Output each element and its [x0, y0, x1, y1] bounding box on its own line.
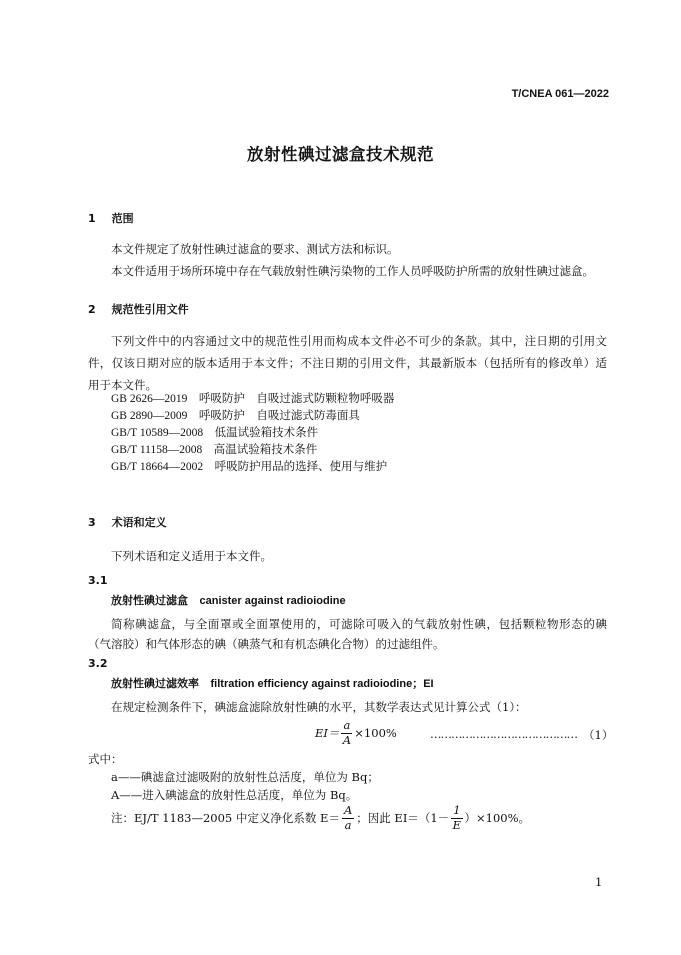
term-number: 3.2 — [88, 657, 108, 670]
formula — [315, 720, 397, 746]
section-number: 3 — [88, 516, 96, 529]
section-number: 2 — [88, 303, 96, 316]
formula-fraction — [341, 720, 352, 746]
note-denominator: a — [344, 817, 352, 832]
paragraph-line: 下列文件中的内容通过文中的规范性引用而构成本文件必不可少的条款。其中，注日期的引用文 — [111, 334, 607, 348]
formula-denominator: A — [342, 732, 352, 747]
formula-leader: …………………………………… — [430, 727, 577, 741]
formula-numerator: a — [343, 718, 351, 732]
note-prefix: 注：EJ/T 1183—2005 中定义净化系数 E＝ — [111, 811, 340, 825]
note-denominator-2: E — [452, 817, 462, 832]
paragraph: 本文件适用于场所环境中存在气载放射性碘污染物的工作人员呼吸防护所需的放射性碘过滤盒。 — [111, 264, 594, 278]
paragraph-line: 件，仅该日期对应的版本适用于本文件；不注日期的引用文件，其最新版本（包括所有的修改单）适 — [88, 356, 607, 370]
reference-item — [111, 390, 394, 406]
note-numerator-2: 1 — [453, 803, 461, 817]
note-fraction-2 — [451, 805, 462, 831]
term-definition-line: （气溶胶）和气体形态的碘（碘蒸气和有机态碘化合物）的过滤组件。 — [88, 637, 445, 651]
where-label: 式中： — [88, 752, 123, 766]
variable-definition: a——碘滤盒过滤吸附的放射性总活度，单位为 Bq； — [111, 770, 379, 784]
paragraph: 下列术语和定义适用于本文件。 — [111, 549, 272, 563]
variable-definition: A——进入碘滤盒的放射性总活度，单位为 Bq。 — [111, 788, 358, 802]
section-number: 1 — [88, 212, 96, 225]
note-fraction — [342, 805, 354, 831]
reference-code: GB 2890—2009 — [111, 410, 188, 422]
section-title: 范围 — [111, 212, 134, 225]
note-end: ）×100%。 — [464, 811, 531, 825]
reference-item — [111, 458, 387, 474]
reference-title: 高温试验箱技术条件 — [213, 442, 318, 456]
term-en: canister against radioiodine — [199, 595, 346, 607]
term-zh: 放射性碘过滤效率 — [111, 677, 199, 690]
reference-item — [111, 424, 318, 440]
note-middle: ；因此 EI＝（1－ — [356, 811, 450, 825]
section-2-heading — [88, 301, 189, 317]
reference-item — [111, 407, 360, 423]
section-1-heading — [88, 210, 134, 226]
standard-code: T/CNEA 061—2022 — [511, 88, 609, 100]
reference-title: 呼吸防护 自吸过滤式防毒面具 — [198, 408, 360, 422]
page-title: 放射性碘过滤盒技术规范 — [247, 145, 434, 164]
term-definition: 在规定检测条件下，碘滤盒滤除放射性碘的水平，其数学表达式见计算公式（1）： — [111, 700, 527, 714]
formula-tail: ×100% — [354, 726, 397, 740]
note — [111, 805, 530, 831]
section-3-heading — [88, 514, 167, 530]
term-heading — [111, 592, 346, 608]
reference-code: GB/T 18664—2002 — [111, 461, 204, 473]
term-en: filtration efficiency against radioiodine；EI — [210, 678, 434, 690]
reference-code: GB 2626—2019 — [111, 393, 188, 405]
formula-number: （1） — [583, 728, 614, 742]
reference-title: 呼吸防护用品的选择、使用与维护 — [214, 459, 388, 473]
reference-code: GB/T 10589—2008 — [111, 427, 204, 439]
reference-item — [111, 441, 317, 457]
term-number: 3.1 — [88, 574, 108, 587]
term-definition-line: 简称碘滤盒，与全面罩或全面罩使用的，可滤除可吸入的气载放射性碘，包括颗粒物形态的碘 — [111, 617, 607, 631]
paragraph-line: 用于本文件。 — [88, 378, 157, 392]
term-zh: 放射性碘过滤盒 — [111, 594, 188, 607]
term-heading — [111, 675, 434, 691]
section-title: 术语和定义 — [111, 516, 167, 529]
note-numerator: A — [343, 803, 353, 817]
reference-title: 低温试验箱技术条件 — [214, 425, 319, 439]
section-title: 规范性引用文件 — [111, 303, 189, 316]
paragraph: 本文件规定了放射性碘过滤盒的要求、测试方法和标识。 — [111, 242, 399, 256]
reference-title: 呼吸防护 自吸过滤式防颗粒物呼吸器 — [198, 391, 395, 405]
reference-code: GB/T 11158—2008 — [111, 444, 203, 456]
page-number: 1 — [595, 875, 603, 889]
formula-lhs: EI＝ — [315, 726, 340, 740]
